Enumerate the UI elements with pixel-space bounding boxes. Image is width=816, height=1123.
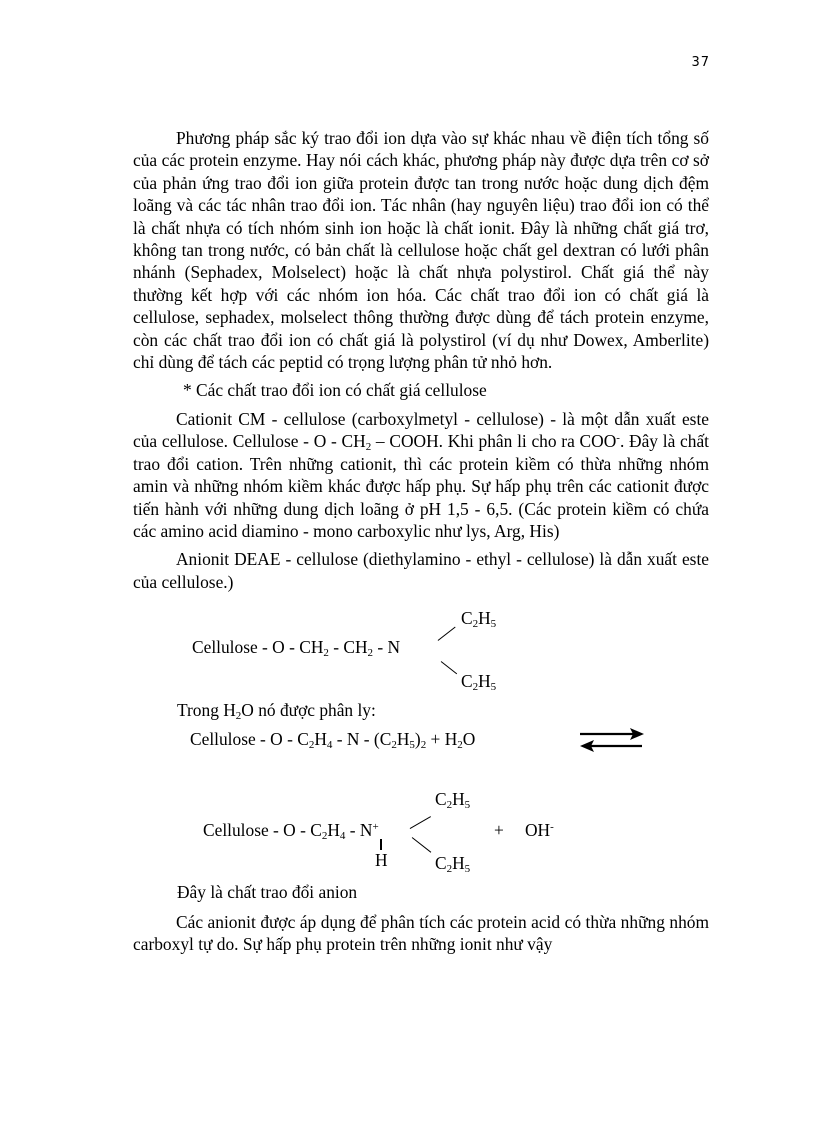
- formula3-hydroxide: OH-: [525, 820, 554, 840]
- formula3-bond-lower: [412, 837, 432, 853]
- paragraph-anionit-deae: Anionit DEAE - cellulose (diethylamino - ethyl - cellulose) là dẫn xuất este của cellulose.): [133, 549, 709, 592]
- page-body: [133, 127, 709, 593]
- paragraph-ion-exchange-intro: Phương pháp sắc ký trao đổi ion dựa vào sự khác nhau về điện tích tổng số của các protein enzyme. Hay nói cách khác, phương pháp này được dựa trên cơ sở của phản ứng trao đổi ion giữa protein được tan trong nước hoặc dung dịch đệm loãng và các tác nhân trao đổi ion. Tác nhân (hay nguyên liệu) trao đổi ion có thể là chất nhựa có tích nhóm sinh ion hoặc là chất ionit. Đây là những chất giá trơ, không tan trong nước, có bản chất là cellulose hoặc chất gel dextran có lưới phân nhánh (Sephadex, Molselect) hoặc là chất nhựa polystirol. Chất giá thể này thường kết hợp với các nhóm ion hóa. Các chất trao đổi ion có chất giá là cellulose, sephadex, molselect thông thường được dùng để tách protein enzyme, còn các chất trao đổi ion có chất giá là polystirol (ví dụ như Dowex, Amberlite) chỉ dùng để tách các peptid có trọng lượng phân tử nhỏ hơn.: [133, 128, 709, 373]
- paragraph-cationit-cm: Cationit CM - cellulose (carboxylmetyl - cellulose) - là một dẫn xuất este của cellulose. Cellulose - O - $CH_2$ – COOH. Khi phân li cho ra COO-. Đây là chất trao đổi cation. Trên những cationit, thì các protein kiềm có thừa những nhóm amin và những nhóm kiềm khác được hấp phụ. Sự hấp phụ trên các cationit được tiến hành với những dung dịch loãng ở pH 1,5 - 6,5. (Các protein kiềm có chứa các amino acid diamino - mono carboxylic như lys, Arg, His): [133, 408, 709, 541]
- formula1-ethyl-upper: $C_2H_5$: [461, 608, 497, 630]
- formula3-plus-sign: +: [494, 820, 504, 840]
- paragraph-anionit-application: Các anionit được áp dụng để phân tích các protein acid có thừa những nhóm carboxyl tự do. Sự hấp phụ protein trên những ionit như vậy: [133, 912, 709, 955]
- page-body-end: [133, 911, 709, 956]
- formula1-main-chain: Cellulose - O - $CH_2 - CH_2$ - N: [192, 637, 401, 659]
- paragraph-anion-exchanger: Đây là chất trao đổi anion: [177, 882, 358, 902]
- formula3-main-chain: Cellulose - O - $C_2H_4 - N^+$: [203, 820, 379, 842]
- paragraph-dissociation-intro: Trong $H_2O$ nó được phân ly:: [177, 700, 376, 722]
- formula3-bond-upper: [410, 816, 431, 829]
- equilibrium-arrows-icon: [578, 725, 646, 755]
- formula1-bond-upper: [438, 627, 456, 641]
- formula1-ethyl-lower: $C_2H_5$: [461, 671, 497, 693]
- page-number: 37: [691, 55, 710, 70]
- formula3-hydrogen: H: [375, 850, 388, 870]
- formula3-bond-nh: [380, 839, 382, 850]
- formula1-bond-lower: [441, 661, 457, 674]
- formula2-dissociation-equation: Cellulose - $O - C_2H_4 - N - (C_2H_5)_2 + H_2O$: [190, 729, 476, 751]
- formula3-ethyl-upper: $C_2H_5$: [435, 789, 471, 811]
- formula3-ethyl-lower: $C_2H_5$: [435, 853, 471, 875]
- section-heading-cellulose: * Các chất trao đổi ion có chất giá cellulose: [183, 380, 487, 401]
